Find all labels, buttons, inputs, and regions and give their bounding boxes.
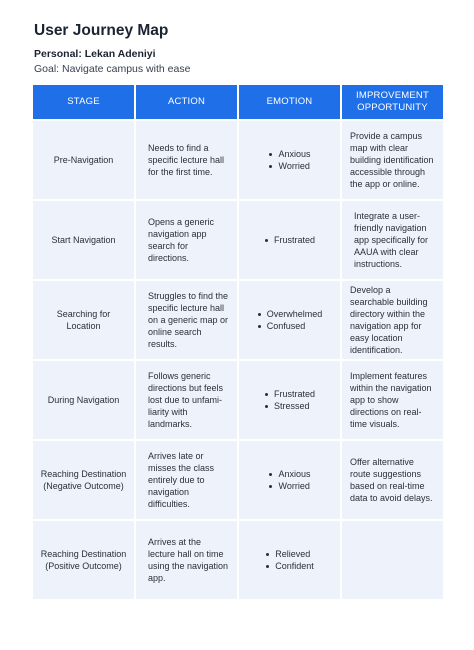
emotion-list	[268, 148, 310, 172]
emotion-item: Anxious	[268, 148, 310, 160]
emotion-item: Frustrated	[264, 234, 315, 246]
emotion-list	[264, 234, 315, 246]
emotion-cell	[239, 201, 340, 279]
emotion-item: Relieved	[265, 548, 314, 560]
action-cell: Follows generic directions but feels lost due to unfami-liarity with landmarks.	[136, 361, 237, 439]
action-cell: Opens a generic navigation app search for directions.	[136, 201, 237, 279]
improvement-cell: Develop a searchable building directory within the navigation app for easy location identification.	[342, 281, 443, 359]
emotion-list	[268, 468, 310, 492]
emotion-cell	[239, 521, 340, 599]
stage-cell: Reaching Destination (Positive Outcome)	[33, 521, 134, 599]
improvement-cell	[342, 521, 443, 599]
header-improvement: IMPROVEMENT OPPORTUNITY	[342, 85, 443, 119]
action-cell: Arrives at the lecture hall on time using the navigation app.	[136, 521, 237, 599]
stage-cell: During Navigation	[33, 361, 134, 439]
emotion-item: Worried	[268, 160, 310, 172]
emotion-item: Overwhelmed	[257, 308, 323, 320]
journey-table	[33, 85, 441, 599]
emotion-cell	[239, 361, 340, 439]
improvement-cell: Integrate a user-friendly navigation app specifically for AAUA with clear instructions.	[342, 201, 443, 279]
emotion-list	[264, 388, 315, 412]
stage-cell: Reaching Destination (Negative Outcome)	[33, 441, 134, 519]
improvement-cell: Provide a campus map with clear building identification accessible through the app or online.	[342, 121, 443, 199]
improvement-cell: Offer alternative route suggestions based on real-time data to avoid delays.	[342, 441, 443, 519]
emotion-item: Stressed	[264, 400, 315, 412]
emotion-item: Anxious	[268, 468, 310, 480]
header-emotion: EMOTION	[239, 85, 340, 119]
header-action: ACTION	[136, 85, 237, 119]
persona-label: Personal: Lekan Adeniyi	[34, 48, 156, 60]
action-cell: Struggles to find the specific lecture hall on a generic map or online search results.	[136, 281, 237, 359]
emotion-item: Frustrated	[264, 388, 315, 400]
emotion-cell	[239, 121, 340, 199]
stage-cell: Pre-Navigation	[33, 121, 134, 199]
page-title: User Journey Map	[34, 22, 169, 39]
emotion-item: Worried	[268, 480, 310, 492]
emotion-list	[257, 308, 323, 332]
header-stage: STAGE	[33, 85, 134, 119]
goal-label: Goal: Navigate campus with ease	[34, 63, 191, 75]
stage-cell: Searching for Location	[33, 281, 134, 359]
action-cell: Needs to find a specific lecture hall for the first time.	[136, 121, 237, 199]
emotion-cell	[239, 281, 340, 359]
stage-cell: Start Navigation	[33, 201, 134, 279]
emotion-list	[265, 548, 314, 572]
emotion-item: Confused	[257, 320, 323, 332]
emotion-item: Confident	[265, 560, 314, 572]
action-cell: Arrives late or misses the class entirely due to navigation difficulties.	[136, 441, 237, 519]
improvement-cell: Implement features within the navigation app to show directions on real-time visuals.	[342, 361, 443, 439]
emotion-cell	[239, 441, 340, 519]
